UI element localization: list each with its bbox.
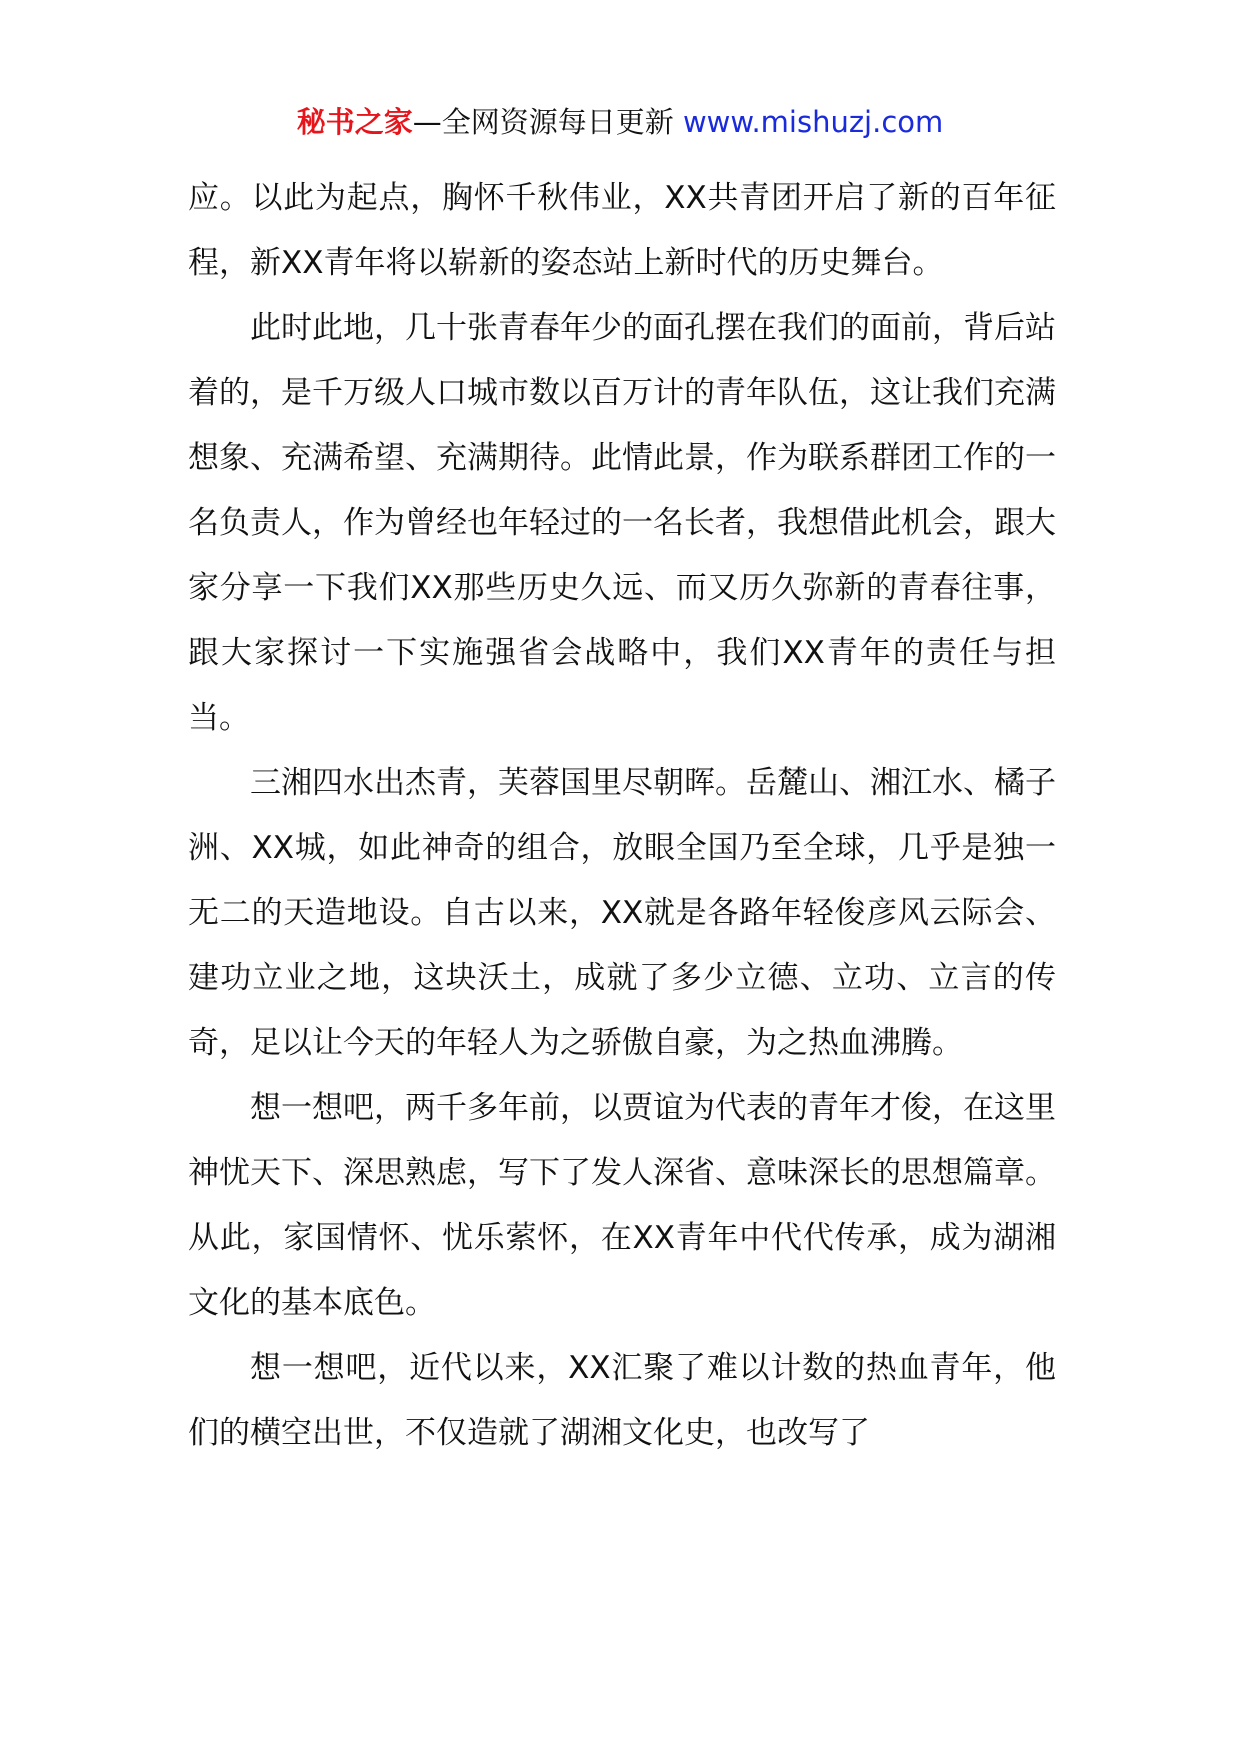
header-brand: 秘书之家 [296, 105, 413, 139]
page-header [0, 102, 1240, 142]
header-slogan: —全网资源每日更新 [412, 105, 674, 139]
header-url-link[interactable]: www.mishuzj.com [682, 105, 944, 139]
paragraph-3: 三湘四水出杰青，芙蓉国里尽朝晖。岳麓山、湘江水、橘子洲、XX城，如此神奇的组合，放眼全国乃至全球，几乎是独一无二的天造地设。自古以来，XX就是各路年轻俊彦风云际会、建功立业之地，这块沃土，成就了多少立德、立功、立言的传奇，足以让今天的年轻人为之骄傲自豪，为之热血沸腾。 [188, 765, 1056, 1061]
paragraph-1: 应。以此为起点，胸怀千秋伟业，XX共青团开启了新的百年征程，新XX青年将以崭新的姿态站上新时代的历史舞台。 [188, 180, 1056, 281]
paragraph-4: 想一想吧，两千多年前，以贾谊为代表的青年才俊，在这里神忧天下、深思熟虑，写下了发人深省、意味深长的思想篇章。从此，家国情怀、忧乐萦怀，在XX青年中代代传承，成为湖湘文化的基本底色。 [188, 1090, 1056, 1321]
paragraph-5: 想一想吧，近代以来，XX汇聚了难以计数的热血青年，他们的横空出世，不仅造就了湖湘文化史，也改写了 [188, 1350, 1056, 1451]
paragraph-2: 此时此地，几十张青春年少的面孔摆在我们的面前，背后站着的，是千万级人口城市数以百万计的青年队伍，这让我们充满想象、充满希望、充满期待。此情此景，作为联系群团工作的一名负责人，作为曾经也年轻过的一名长者，我想借此机会，跟大家分享一下我们XX那些历史久远、而又历久弥新的青春往事，跟大家探讨一下实施强省会战略中，我们XX青年的责任与担当。 [188, 310, 1056, 736]
document-body [188, 166, 1056, 1466]
